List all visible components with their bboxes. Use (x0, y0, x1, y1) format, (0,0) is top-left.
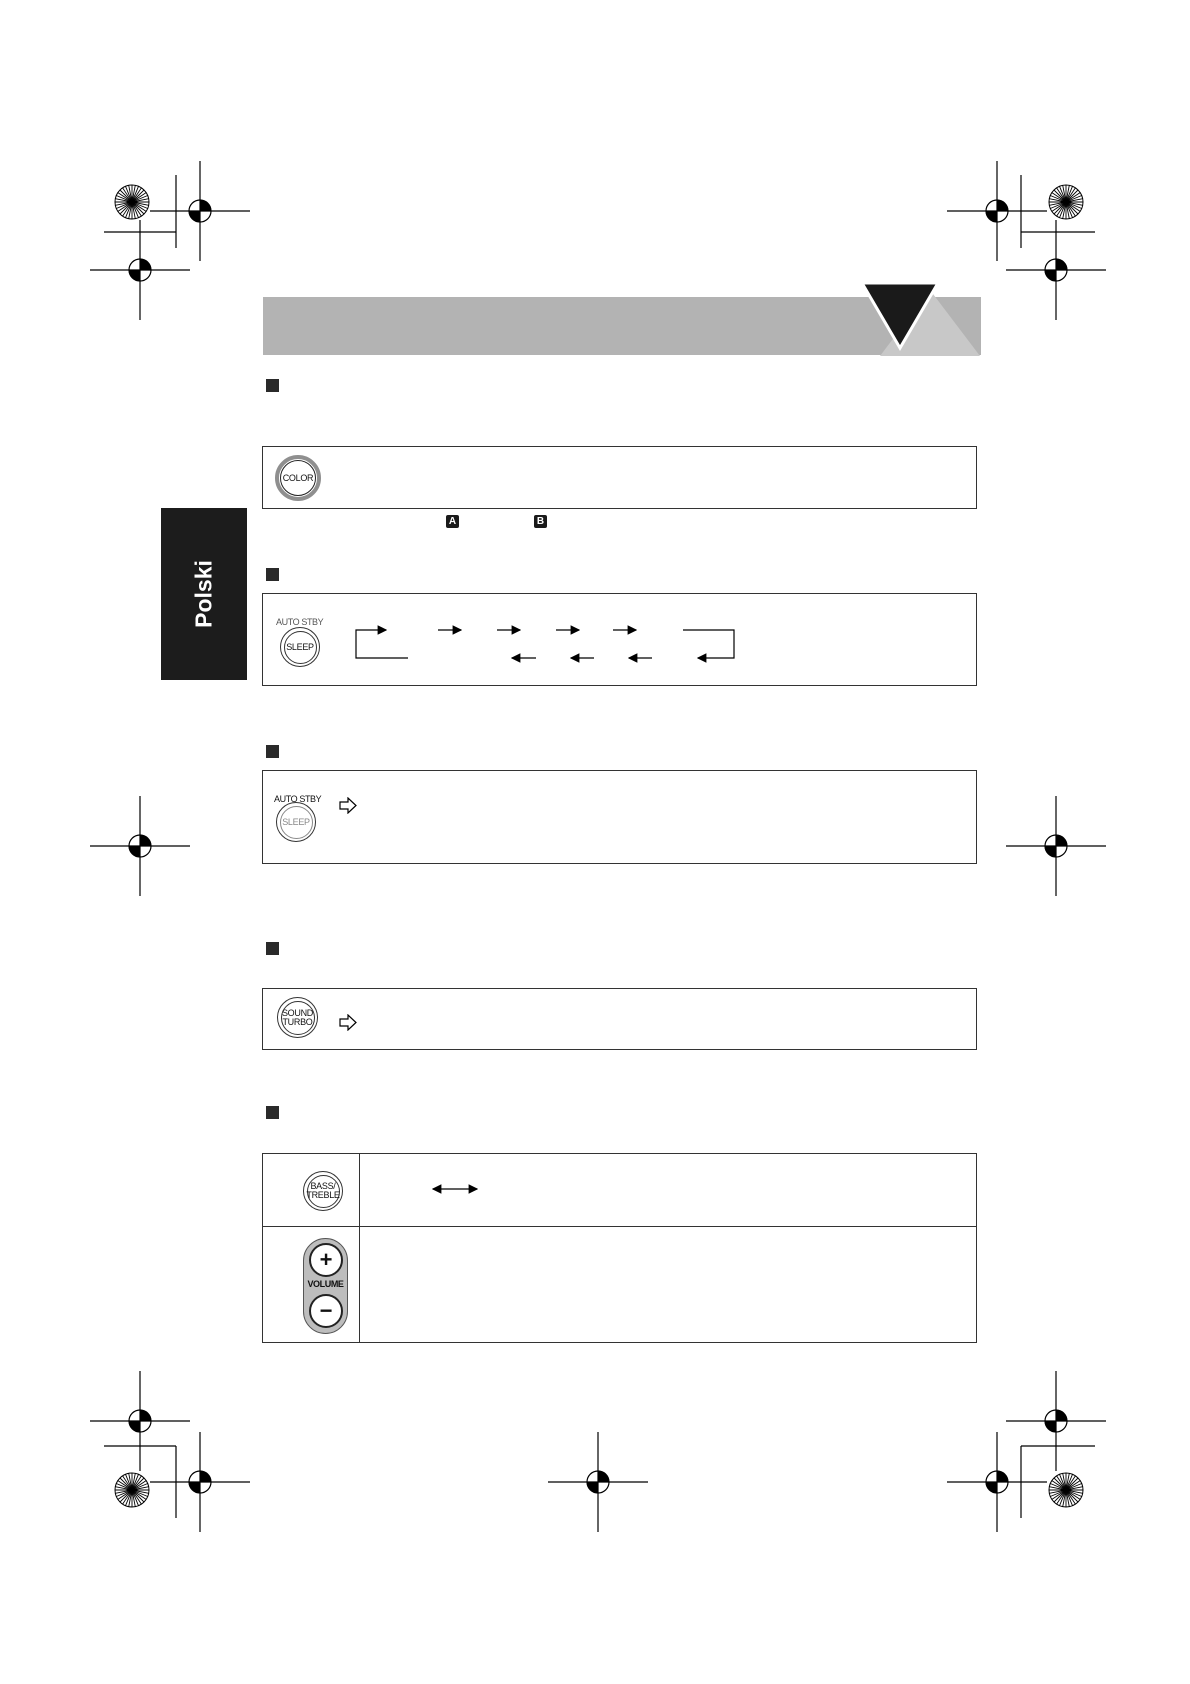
auto-standby-button[interactable] (276, 802, 316, 842)
bass-treble-label-2: TREBLE (306, 1190, 340, 1200)
indicator-b: B (534, 515, 547, 528)
language-tab-label: Polski (190, 560, 217, 628)
section-marker-5 (266, 1106, 279, 1119)
sound-turbo-label-1: SOUND (281, 1007, 313, 1018)
section-marker-2 (266, 568, 279, 581)
sleep-cycle-diagram (350, 620, 750, 666)
section-marker-3 (266, 745, 279, 758)
bass-treble-label-1: BASS/ (310, 1181, 336, 1191)
volume-up-button[interactable] (309, 1243, 343, 1277)
sleep-auto-stby-caption: AUTO STBY (276, 617, 324, 627)
sleep-button[interactable] (280, 627, 320, 667)
color-box (262, 446, 977, 509)
volume-down-button[interactable] (309, 1294, 343, 1328)
bass-treble-button[interactable] (303, 1171, 343, 1211)
auto-standby-button-label: SLEEP (282, 816, 310, 827)
auto-stby-caption: AUTO STBY (274, 794, 322, 804)
volume-label: VOLUME (307, 1279, 344, 1289)
color-button-label: COLOR (282, 472, 314, 483)
volume-minus-label: − (319, 1298, 333, 1323)
sound-turbo-box (262, 988, 977, 1050)
indicator-a: A (446, 515, 459, 528)
tone-table-divider-h (262, 1226, 977, 1227)
section-marker-4 (266, 942, 279, 955)
tone-table (262, 1153, 977, 1343)
volume-plus-label: + (319, 1247, 333, 1272)
auto-standby-box (262, 770, 977, 864)
section-marker-1 (266, 379, 279, 392)
hollow-arrow-icon (339, 797, 358, 814)
language-tab (161, 508, 247, 680)
sound-turbo-label-2: TURBO (282, 1016, 313, 1027)
color-button[interactable] (275, 455, 321, 501)
black-triangle-icon (860, 280, 980, 356)
double-arrow-icon (430, 1183, 480, 1195)
hollow-arrow-icon (339, 1014, 358, 1031)
volume-control (303, 1238, 348, 1334)
sleep-button-label: SLEEP (286, 641, 314, 652)
tone-table-divider-v (359, 1153, 360, 1343)
sound-turbo-button[interactable] (277, 997, 318, 1038)
